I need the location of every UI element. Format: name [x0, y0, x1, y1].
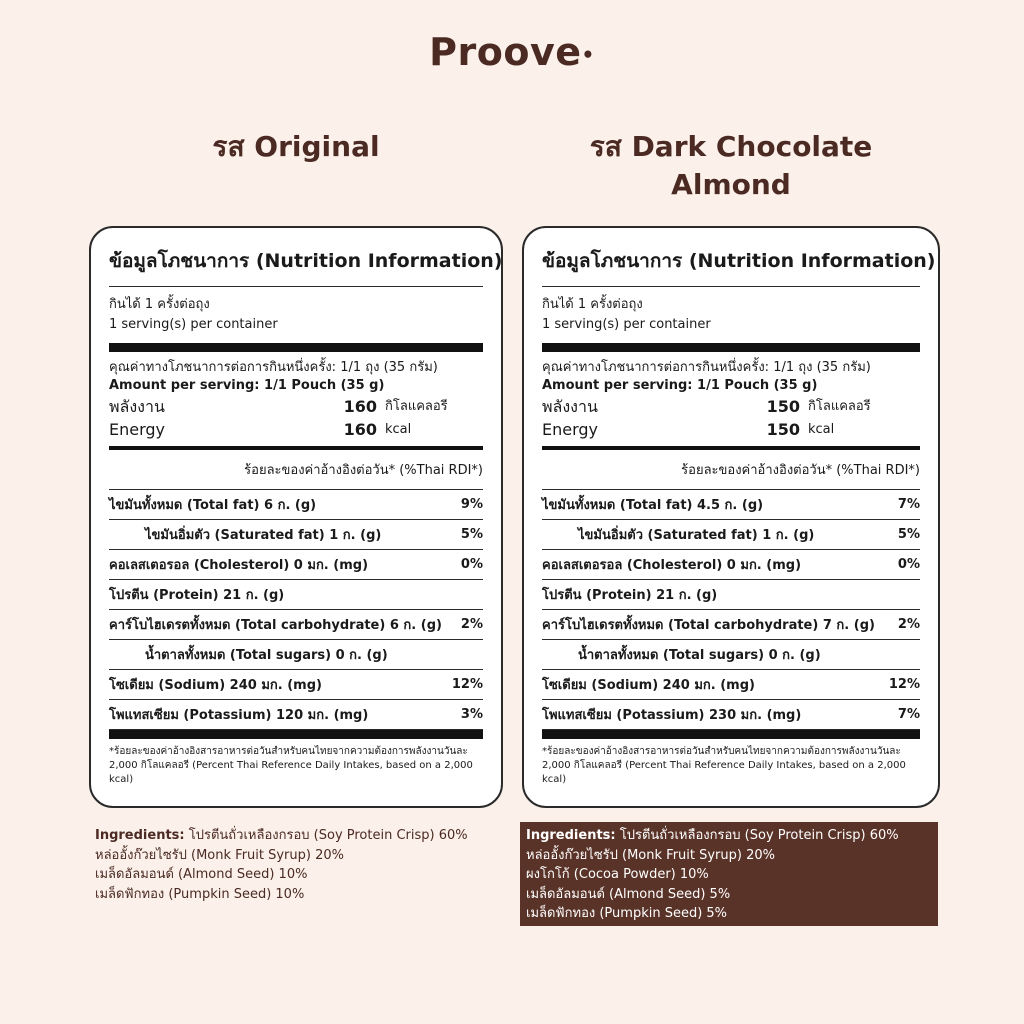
rdi-header: ร้อยละของค่าอ้างอิงต่อวัน* (%Thai RDI*) [542, 450, 920, 490]
energy-row-en: Energy 150 kcal [542, 420, 835, 439]
divider-thick [109, 730, 483, 739]
energy-row-th: พลังงาน 160 กิโลแคลอรี [109, 397, 448, 416]
divider-thick [109, 343, 483, 352]
footnote: *ร้อยละของค่าอ้างอิงสารอาหารต่อวันสำหรับคนไทยจากความต้องการพลังงานวันละ 2,000 กิโลแคลอรี (Percent Thai Reference Daily Intakes, based on a 2,000 kcal) [542, 746, 906, 785]
servings-info: กินได้ 1 ครั้งต่อถุง 1 serving(s) per container [109, 297, 278, 332]
nutrient-row: คอเลสเตอรอล (Cholesterol) 0 มก. (mg) 0% [542, 550, 920, 580]
nutrient-row: โพแทสเซียม (Potassium) 120 มก. (mg) 3% [109, 700, 483, 730]
energy-row-en: Energy 160 kcal [109, 420, 412, 439]
nutrient-row: น้ำตาลทั้งหมด (Total sugars) 0 ก. (g) [542, 640, 920, 670]
panel-title: ข้อมูลโภชนาการ (Nutrition Information) [109, 242, 483, 287]
nutrient-row: คาร์โบไฮเดรตทั้งหมด (Total carbohydrate) 7 ก. (g) 2% [542, 610, 920, 640]
footnote: *ร้อยละของค่าอ้างอิงสารอาหารต่อวันสำหรับคนไทยจากความต้องการพลังงานวันละ 2,000 กิโลแคลอรี (Percent Thai Reference Daily Intakes, based on a 2,000 kcal) [109, 746, 473, 785]
servings-info: กินได้ 1 ครั้งต่อถุง 1 serving(s) per container [542, 297, 711, 332]
panel-title: ข้อมูลโภชนาการ (Nutrition Information) [542, 242, 920, 287]
nutrient-row: ไขมันอิ่มตัว (Saturated fat) 1 ก. (g) 5% [109, 520, 483, 550]
nutrition-panel-original [89, 226, 503, 808]
nutrient-row: ไขมันทั้งหมด (Total fat) 6 ก. (g) 9% [109, 490, 483, 520]
nutrient-row: โซเดียม (Sodium) 240 มก. (mg) 12% [109, 670, 483, 700]
nutrient-row: น้ำตาลทั้งหมด (Total sugars) 0 ก. (g) [109, 640, 483, 670]
nutrient-row: โพแทสเซียม (Potassium) 230 มก. (mg) 7% [542, 700, 920, 730]
nutrient-row: ไขมันอิ่มตัว (Saturated fat) 1 ก. (g) 5% [542, 520, 920, 550]
nutrition-panel-dark-chocolate [522, 226, 940, 808]
divider-thick [542, 730, 920, 739]
energy-row-th: พลังงาน 150 กิโลแคลอรี [542, 397, 871, 416]
brand-logo: Proove• [429, 30, 595, 74]
amount-per-serving: คุณค่าทางโภชนาการต่อการกินหนึ่งครั้ง: 1/1 ถุง (35 กรัม) Amount per serving: 1/1 Pouch (35 g) [109, 360, 438, 393]
nutrient-row: คอเลสเตอรอล (Cholesterol) 0 มก. (mg) 0% [109, 550, 483, 580]
flavor-title-original: รส Original [212, 130, 380, 163]
nutrient-row: คาร์โบไฮเดรตทั้งหมด (Total carbohydrate) 6 ก. (g) 2% [109, 610, 483, 640]
flavor-title-dark-chocolate: รส Dark Chocolate Almond [589, 130, 873, 201]
nutrient-row: ไขมันทั้งหมด (Total fat) 4.5 ก. (g) 7% [542, 490, 920, 520]
nutrient-row: โซเดียม (Sodium) 240 มก. (mg) 12% [542, 670, 920, 700]
divider-thick [542, 343, 920, 352]
ingredients-dark-chocolate: Ingredients: โปรตีนถั่วเหลืองกรอบ (Soy Protein Crisp) 60% หล่ออั้งก๊วยไซรัป (Monk Fruit Syrup) 20% ผงโกโก้ (Cocoa Powder) 10% เมล็ดอัลมอนด์ (Almond Seed) 5% เมล็ดฟักทอง (Pumpkin Seed) 5% [520, 822, 938, 926]
nutrient-row: โปรตีน (Protein) 21 ก. (g) [109, 580, 483, 610]
rdi-header: ร้อยละของค่าอ้างอิงต่อวัน* (%Thai RDI*) [109, 450, 483, 490]
nutrient-row: โปรตีน (Protein) 21 ก. (g) [542, 580, 920, 610]
amount-per-serving: คุณค่าทางโภชนาการต่อการกินหนึ่งครั้ง: 1/1 ถุง (35 กรัม) Amount per serving: 1/1 Pouch (35 g) [542, 360, 871, 393]
ingredients-original: Ingredients: โปรตีนถั่วเหลืองกรอบ (Soy Protein Crisp) 60% หล่ออั้งก๊วยไซรัป (Monk Fruit Syrup) 20% เมล็ดอัลมอนด์ (Almond Seed) 10% เมล็ดฟักทอง (Pumpkin Seed) 10% [95, 828, 468, 902]
